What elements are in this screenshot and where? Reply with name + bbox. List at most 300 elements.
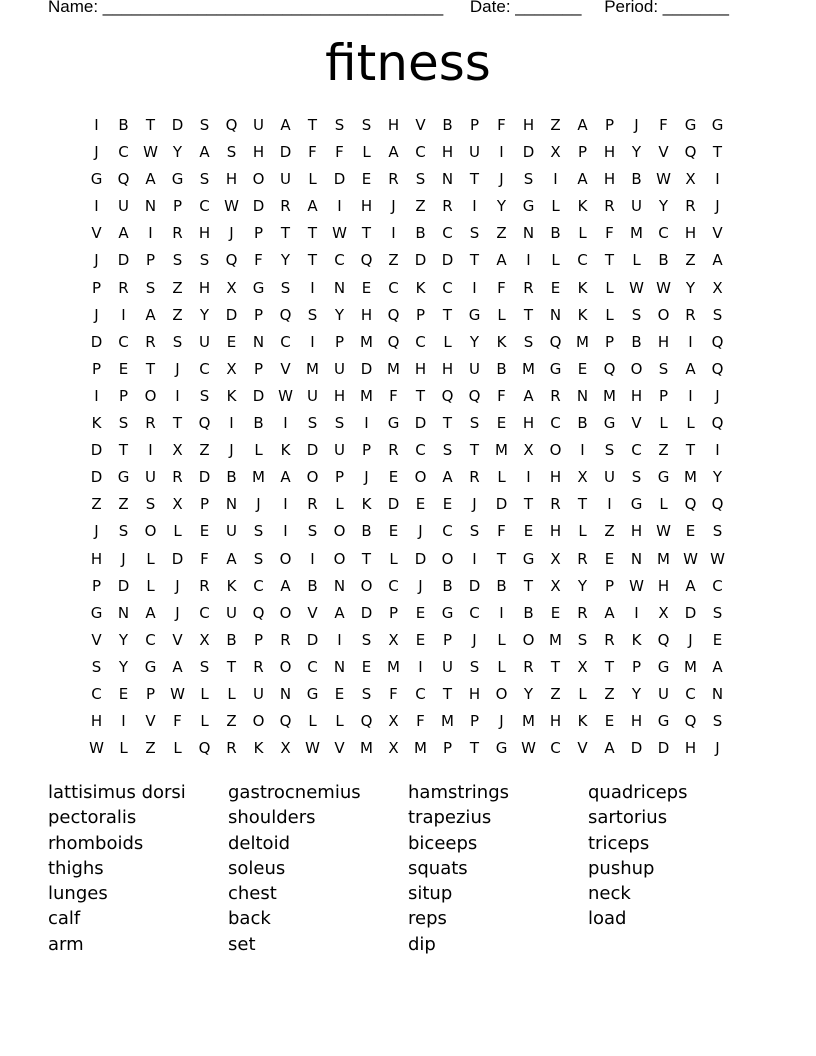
grid-letter[interactable]: Z (199, 441, 210, 460)
grid-letter[interactable]: J (499, 170, 504, 189)
grid-letter[interactable]: G (630, 495, 643, 514)
grid-letter[interactable]: C (550, 739, 561, 758)
grid-letter[interactable]: Q (225, 251, 238, 270)
grid-letter[interactable]: M (603, 386, 616, 405)
grid-letter[interactable]: E (361, 170, 372, 189)
grid-letter[interactable]: P (604, 116, 615, 134)
grid-letter[interactable]: C (334, 251, 345, 270)
grid-letter[interactable]: L (497, 305, 506, 324)
grid-letter[interactable]: G (522, 197, 535, 216)
grid-letter[interactable]: E (361, 278, 372, 297)
grid-letter[interactable]: L (389, 549, 398, 568)
grid-letter[interactable]: I (499, 143, 504, 162)
grid-letter[interactable]: I (283, 495, 288, 514)
grid-letter[interactable]: R (280, 197, 291, 216)
grid-letter[interactable]: R (550, 495, 561, 514)
grid-letter[interactable]: E (685, 522, 696, 541)
grid-letter[interactable]: L (308, 712, 317, 731)
grid-letter[interactable]: T (469, 251, 480, 270)
grid-letter[interactable]: P (91, 576, 102, 595)
grid-letter[interactable]: S (442, 441, 453, 460)
grid-letter[interactable]: R (145, 332, 156, 351)
grid-letter[interactable]: L (686, 414, 695, 433)
grid-letter[interactable]: W (656, 522, 671, 541)
grid-letter[interactable]: G (117, 468, 130, 487)
grid-letter[interactable]: R (577, 603, 588, 622)
grid-letter[interactable]: Q (252, 603, 265, 622)
grid-letter[interactable]: Z (118, 495, 129, 514)
grid-letter[interactable]: E (712, 630, 723, 649)
grid-letter[interactable]: B (523, 603, 534, 622)
grid-letter[interactable]: O (414, 468, 427, 487)
grid-letter[interactable]: M (387, 359, 400, 378)
grid-letter[interactable]: A (280, 576, 291, 595)
grid-letter[interactable]: E (523, 522, 534, 541)
grid-letter[interactable]: E (415, 495, 426, 514)
grid-letter[interactable]: L (362, 143, 371, 162)
grid-letter[interactable]: C (91, 684, 102, 703)
grid-letter[interactable]: B (307, 576, 318, 595)
grid-letter[interactable]: Z (604, 684, 615, 703)
grid-letter[interactable]: C (415, 441, 426, 460)
grid-letter[interactable]: U (334, 441, 345, 460)
grid-letter[interactable]: X (172, 495, 183, 514)
grid-letter[interactable]: C (658, 224, 669, 243)
grid-letter[interactable]: X (658, 603, 669, 622)
grid-letter[interactable]: E (388, 522, 399, 541)
grid-letter[interactable]: A (145, 305, 156, 324)
grid-letter[interactable]: U (118, 197, 129, 216)
grid-letter[interactable]: T (415, 386, 426, 405)
grid-letter[interactable]: I (337, 197, 342, 216)
grid-letter[interactable]: I (634, 603, 639, 622)
grid-letter[interactable]: Q (684, 143, 697, 162)
grid-letter[interactable]: H (549, 522, 562, 541)
grid-letter[interactable]: D (468, 576, 481, 595)
grid-letter[interactable]: S (469, 522, 480, 541)
grid-letter[interactable]: W (278, 386, 293, 405)
grid-letter[interactable]: B (577, 414, 588, 433)
grid-letter[interactable]: Q (711, 414, 724, 433)
grid-letter[interactable]: W (683, 549, 698, 568)
grid-letter[interactable]: L (632, 251, 641, 270)
grid-letter[interactable]: S (145, 278, 156, 297)
grid-letter[interactable]: X (712, 278, 723, 297)
grid-letter[interactable]: C (199, 603, 210, 622)
grid-letter[interactable]: I (283, 414, 288, 433)
grid-letter[interactable]: M (657, 549, 670, 568)
grid-letter[interactable]: J (499, 712, 504, 731)
grid-letter[interactable]: I (418, 657, 423, 676)
grid-letter[interactable]: C (388, 278, 399, 297)
grid-letter[interactable]: F (605, 224, 614, 243)
grid-letter[interactable]: K (253, 739, 264, 758)
grid-letter[interactable]: T (469, 739, 480, 758)
grid-letter[interactable]: J (175, 576, 180, 595)
grid-letter[interactable]: P (334, 332, 345, 351)
grid-letter[interactable]: O (360, 576, 373, 595)
grid-letter[interactable]: D (198, 468, 211, 487)
grid-letter[interactable]: U (442, 657, 453, 676)
grid-letter[interactable]: H (90, 549, 103, 568)
grid-letter[interactable]: H (522, 414, 535, 433)
grid-letter[interactable]: Q (198, 414, 211, 433)
grid-letter[interactable]: I (310, 549, 315, 568)
grid-letter[interactable]: C (442, 278, 453, 297)
grid-letter[interactable]: D (522, 143, 535, 162)
grid-letter[interactable]: Y (199, 305, 210, 324)
grid-letter[interactable]: V (712, 224, 723, 243)
grid-letter[interactable]: E (199, 522, 210, 541)
grid-letter[interactable]: N (117, 603, 130, 622)
grid-letter[interactable]: N (333, 657, 346, 676)
grid-letter[interactable]: Q (387, 332, 400, 351)
grid-letter[interactable]: S (658, 359, 669, 378)
grid-letter[interactable]: S (577, 630, 588, 649)
grid-letter[interactable]: O (495, 684, 508, 703)
grid-letter[interactable]: R (469, 468, 480, 487)
grid-letter[interactable]: C (199, 197, 210, 216)
grid-letter[interactable]: T (442, 414, 453, 433)
grid-letter[interactable]: L (227, 684, 236, 703)
grid-letter[interactable]: B (631, 170, 642, 189)
grid-letter[interactable]: G (306, 684, 319, 703)
grid-letter[interactable]: D (414, 549, 427, 568)
grid-letter[interactable]: Y (712, 468, 723, 487)
grid-letter[interactable]: C (118, 332, 129, 351)
grid-letter[interactable]: M (549, 630, 562, 649)
grid-letter[interactable]: X (685, 170, 696, 189)
grid-letter[interactable]: G (684, 116, 697, 134)
grid-letter[interactable]: I (337, 630, 342, 649)
grid-letter[interactable]: G (549, 359, 562, 378)
grid-letter[interactable]: Y (577, 576, 588, 595)
grid-letter[interactable]: S (604, 441, 615, 460)
grid-letter[interactable]: H (603, 170, 616, 189)
grid-letter[interactable]: D (252, 386, 265, 405)
grid-letter[interactable]: Q (279, 712, 292, 731)
grid-letter[interactable]: I (688, 386, 693, 405)
grid-letter[interactable]: C (388, 576, 399, 595)
grid-letter[interactable]: Q (387, 305, 400, 324)
grid-letter[interactable]: P (334, 468, 345, 487)
grid-letter[interactable]: E (226, 332, 237, 351)
grid-letter[interactable]: V (280, 359, 291, 378)
grid-letter[interactable]: I (391, 224, 396, 243)
grid-letter[interactable]: R (280, 630, 291, 649)
grid-letter[interactable]: I (526, 468, 531, 487)
grid-letter[interactable]: T (523, 305, 534, 324)
grid-letter[interactable]: T (577, 495, 588, 514)
grid-letter[interactable]: U (280, 170, 291, 189)
grid-letter[interactable]: F (497, 278, 506, 297)
grid-letter[interactable]: G (468, 305, 481, 324)
grid-letter[interactable]: S (631, 305, 642, 324)
grid-letter[interactable]: M (684, 657, 697, 676)
grid-letter[interactable]: P (253, 630, 264, 649)
grid-letter[interactable]: A (145, 170, 156, 189)
grid-letter[interactable]: T (361, 224, 372, 243)
grid-letter[interactable]: J (94, 305, 99, 324)
grid-letter[interactable]: G (252, 278, 265, 297)
grid-letter[interactable]: P (145, 684, 156, 703)
grid-letter[interactable]: E (415, 603, 426, 622)
grid-letter[interactable]: J (715, 197, 720, 216)
grid-letter[interactable]: R (388, 170, 399, 189)
grid-letter[interactable]: S (199, 251, 210, 270)
grid-letter[interactable]: E (577, 359, 588, 378)
grid-letter[interactable]: L (578, 522, 587, 541)
grid-letter[interactable]: V (415, 116, 426, 134)
grid-letter[interactable]: P (253, 305, 264, 324)
grid-letter[interactable]: T (307, 224, 318, 243)
grid-letter[interactable]: N (576, 386, 589, 405)
grid-letter[interactable]: S (523, 332, 534, 351)
grid-letter[interactable]: S (118, 522, 129, 541)
grid-letter[interactable]: S (172, 332, 183, 351)
name-field[interactable]: Name: ____________________________________ (48, 0, 444, 16)
grid-letter[interactable]: F (389, 386, 398, 405)
grid-letter[interactable]: R (685, 197, 696, 216)
grid-letter[interactable]: K (577, 712, 588, 731)
grid-letter[interactable]: B (442, 116, 453, 134)
grid-letter[interactable]: T (523, 576, 534, 595)
grid-letter[interactable]: Z (145, 739, 156, 758)
grid-letter[interactable]: T (469, 441, 480, 460)
grid-letter[interactable]: L (497, 468, 506, 487)
grid-letter[interactable]: E (118, 684, 129, 703)
grid-letter[interactable]: X (550, 549, 561, 568)
grid-letter[interactable]: E (361, 657, 372, 676)
grid-letter[interactable]: X (523, 441, 534, 460)
grid-letter[interactable]: K (226, 386, 237, 405)
grid-letter[interactable]: W (305, 739, 320, 758)
grid-letter[interactable]: T (442, 684, 453, 703)
grid-letter[interactable]: S (199, 116, 210, 134)
grid-letter[interactable]: A (442, 468, 453, 487)
grid-letter[interactable]: I (472, 278, 477, 297)
grid-letter[interactable]: C (280, 332, 291, 351)
grid-letter[interactable]: C (469, 603, 480, 622)
period-field[interactable]: Period: _______ (604, 0, 729, 16)
grid-letter[interactable]: T (604, 251, 615, 270)
grid-letter[interactable]: L (578, 684, 587, 703)
grid-letter[interactable]: L (308, 170, 317, 189)
grid-letter[interactable]: O (279, 603, 292, 622)
grid-letter[interactable]: N (252, 332, 265, 351)
grid-letter[interactable]: I (553, 170, 558, 189)
grid-letter[interactable]: C (253, 576, 264, 595)
grid-letter[interactable]: H (549, 468, 562, 487)
grid-letter[interactable]: A (334, 603, 345, 622)
grid-letter[interactable]: O (306, 468, 319, 487)
grid-letter[interactable]: P (199, 495, 210, 514)
grid-letter[interactable]: P (469, 712, 480, 731)
grid-letter[interactable]: A (307, 197, 318, 216)
grid-letter[interactable]: A (577, 116, 588, 134)
grid-letter[interactable]: S (253, 522, 264, 541)
grid-letter[interactable]: R (604, 197, 615, 216)
grid-letter[interactable]: S (280, 278, 291, 297)
grid-letter[interactable]: P (604, 332, 615, 351)
grid-letter[interactable]: H (657, 332, 670, 351)
grid-letter[interactable]: J (715, 739, 720, 758)
grid-letter[interactable]: W (656, 170, 671, 189)
grid-letter[interactable]: C (442, 522, 453, 541)
grid-letter[interactable]: I (526, 251, 531, 270)
grid-letter[interactable]: T (496, 549, 507, 568)
grid-letter[interactable]: M (387, 657, 400, 676)
grid-letter[interactable]: H (198, 278, 211, 297)
grid-letter[interactable]: W (656, 278, 671, 297)
grid-letter[interactable]: Y (118, 630, 129, 649)
grid-letter[interactable]: K (280, 441, 291, 460)
grid-letter[interactable]: B (226, 468, 237, 487)
grid-letter[interactable]: W (170, 684, 185, 703)
grid-letter[interactable]: Q (684, 712, 697, 731)
grid-letter[interactable]: W (521, 739, 536, 758)
grid-letter[interactable]: S (307, 305, 318, 324)
grid-letter[interactable]: S (712, 305, 723, 324)
grid-letter[interactable]: N (225, 495, 238, 514)
grid-letter[interactable]: Y (523, 684, 534, 703)
grid-letter[interactable]: R (118, 278, 129, 297)
grid-letter[interactable]: I (310, 278, 315, 297)
grid-letter[interactable]: L (335, 495, 344, 514)
grid-letter[interactable]: S (118, 414, 129, 433)
grid-letter[interactable]: L (200, 712, 209, 731)
grid-letter[interactable]: A (712, 657, 723, 676)
grid-letter[interactable]: O (279, 657, 292, 676)
grid-letter[interactable]: S (523, 170, 534, 189)
grid-letter[interactable]: C (118, 143, 129, 162)
grid-letter[interactable]: F (497, 522, 506, 541)
grid-letter[interactable]: T (442, 305, 453, 324)
grid-letter[interactable]: I (121, 712, 126, 731)
grid-letter[interactable]: C (415, 684, 426, 703)
grid-letter[interactable]: B (253, 414, 264, 433)
grid-letter[interactable]: U (226, 603, 237, 622)
grid-letter[interactable]: G (657, 657, 670, 676)
grid-letter[interactable]: E (550, 603, 561, 622)
grid-letter[interactable]: V (577, 739, 588, 758)
grid-letter[interactable]: Q (711, 359, 724, 378)
grid-letter[interactable]: Q (225, 116, 238, 134)
grid-letter[interactable]: Q (603, 359, 616, 378)
grid-letter[interactable]: T (145, 359, 156, 378)
grid-letter[interactable]: G (171, 170, 184, 189)
grid-letter[interactable]: A (280, 116, 291, 134)
grid-letter[interactable]: E (388, 468, 399, 487)
grid-letter[interactable]: M (576, 332, 589, 351)
grid-letter[interactable]: X (388, 630, 399, 649)
grid-letter[interactable]: H (522, 116, 535, 134)
grid-letter[interactable]: L (254, 441, 263, 460)
grid-letter[interactable]: D (684, 603, 697, 622)
grid-letter[interactable]: O (333, 549, 346, 568)
grid-letter[interactable]: H (441, 359, 454, 378)
grid-letter[interactable]: A (388, 143, 399, 162)
grid-letter[interactable]: H (360, 197, 373, 216)
grid-letter[interactable]: E (604, 549, 615, 568)
grid-letter[interactable]: C (415, 143, 426, 162)
grid-letter[interactable]: Z (388, 251, 399, 270)
grid-letter[interactable]: N (333, 576, 346, 595)
grid-letter[interactable]: I (121, 305, 126, 324)
grid-letter[interactable]: R (523, 657, 534, 676)
grid-letter[interactable]: B (550, 224, 561, 243)
grid-letter[interactable]: C (307, 657, 318, 676)
grid-letter[interactable]: I (607, 495, 612, 514)
grid-letter[interactable]: U (469, 359, 480, 378)
grid-letter[interactable]: H (684, 739, 697, 758)
grid-letter[interactable]: R (388, 441, 399, 460)
grid-letter[interactable]: Z (172, 305, 183, 324)
grid-letter[interactable]: L (119, 739, 128, 758)
grid-letter[interactable]: I (94, 116, 99, 134)
grid-letter[interactable]: H (684, 224, 697, 243)
grid-letter[interactable]: H (657, 576, 670, 595)
grid-letter[interactable]: R (442, 197, 453, 216)
grid-letter[interactable]: T (307, 251, 318, 270)
grid-letter[interactable]: Q (279, 305, 292, 324)
grid-letter[interactable]: R (145, 414, 156, 433)
grid-letter[interactable]: N (549, 305, 562, 324)
grid-letter[interactable]: N (333, 278, 346, 297)
grid-letter[interactable]: M (522, 712, 535, 731)
grid-letter[interactable]: R (226, 739, 237, 758)
grid-letter[interactable]: I (283, 522, 288, 541)
grid-letter[interactable]: S (199, 386, 210, 405)
grid-letter[interactable]: C (631, 441, 642, 460)
grid-letter[interactable]: L (578, 224, 587, 243)
grid-letter[interactable]: H (90, 712, 103, 731)
grid-letter[interactable]: Q (468, 386, 481, 405)
grid-letter[interactable]: W (224, 197, 239, 216)
grid-letter[interactable]: N (522, 224, 535, 243)
grid-letter[interactable]: F (389, 684, 398, 703)
grid-letter[interactable]: S (253, 549, 264, 568)
grid-letter[interactable]: K (577, 278, 588, 297)
grid-letter[interactable]: S (226, 143, 237, 162)
grid-letter[interactable]: N (144, 197, 157, 216)
grid-letter[interactable]: B (631, 332, 642, 351)
grid-letter[interactable]: Y (280, 251, 291, 270)
grid-letter[interactable]: C (442, 224, 453, 243)
grid-letter[interactable]: T (685, 441, 696, 460)
grid-letter[interactable]: U (253, 684, 264, 703)
grid-letter[interactable]: L (659, 414, 668, 433)
grid-letter[interactable]: J (175, 359, 180, 378)
grid-letter[interactable]: S (334, 116, 345, 134)
grid-letter[interactable]: K (577, 197, 588, 216)
grid-letter[interactable]: Z (172, 278, 183, 297)
grid-letter[interactable]: J (634, 116, 639, 134)
grid-letter[interactable]: B (415, 224, 426, 243)
grid-letter[interactable]: G (603, 414, 616, 433)
grid-letter[interactable]: O (144, 522, 157, 541)
grid-letter[interactable]: K (496, 332, 507, 351)
grid-letter[interactable]: K (631, 630, 642, 649)
grid-letter[interactable]: P (577, 143, 588, 162)
grid-letter[interactable]: J (94, 251, 99, 270)
grid-letter[interactable]: N (711, 684, 724, 703)
grid-letter[interactable]: V (631, 414, 642, 433)
grid-letter[interactable]: S (469, 414, 480, 433)
grid-letter[interactable]: I (580, 441, 585, 460)
grid-letter[interactable]: B (226, 630, 237, 649)
grid-letter[interactable]: Y (658, 197, 669, 216)
